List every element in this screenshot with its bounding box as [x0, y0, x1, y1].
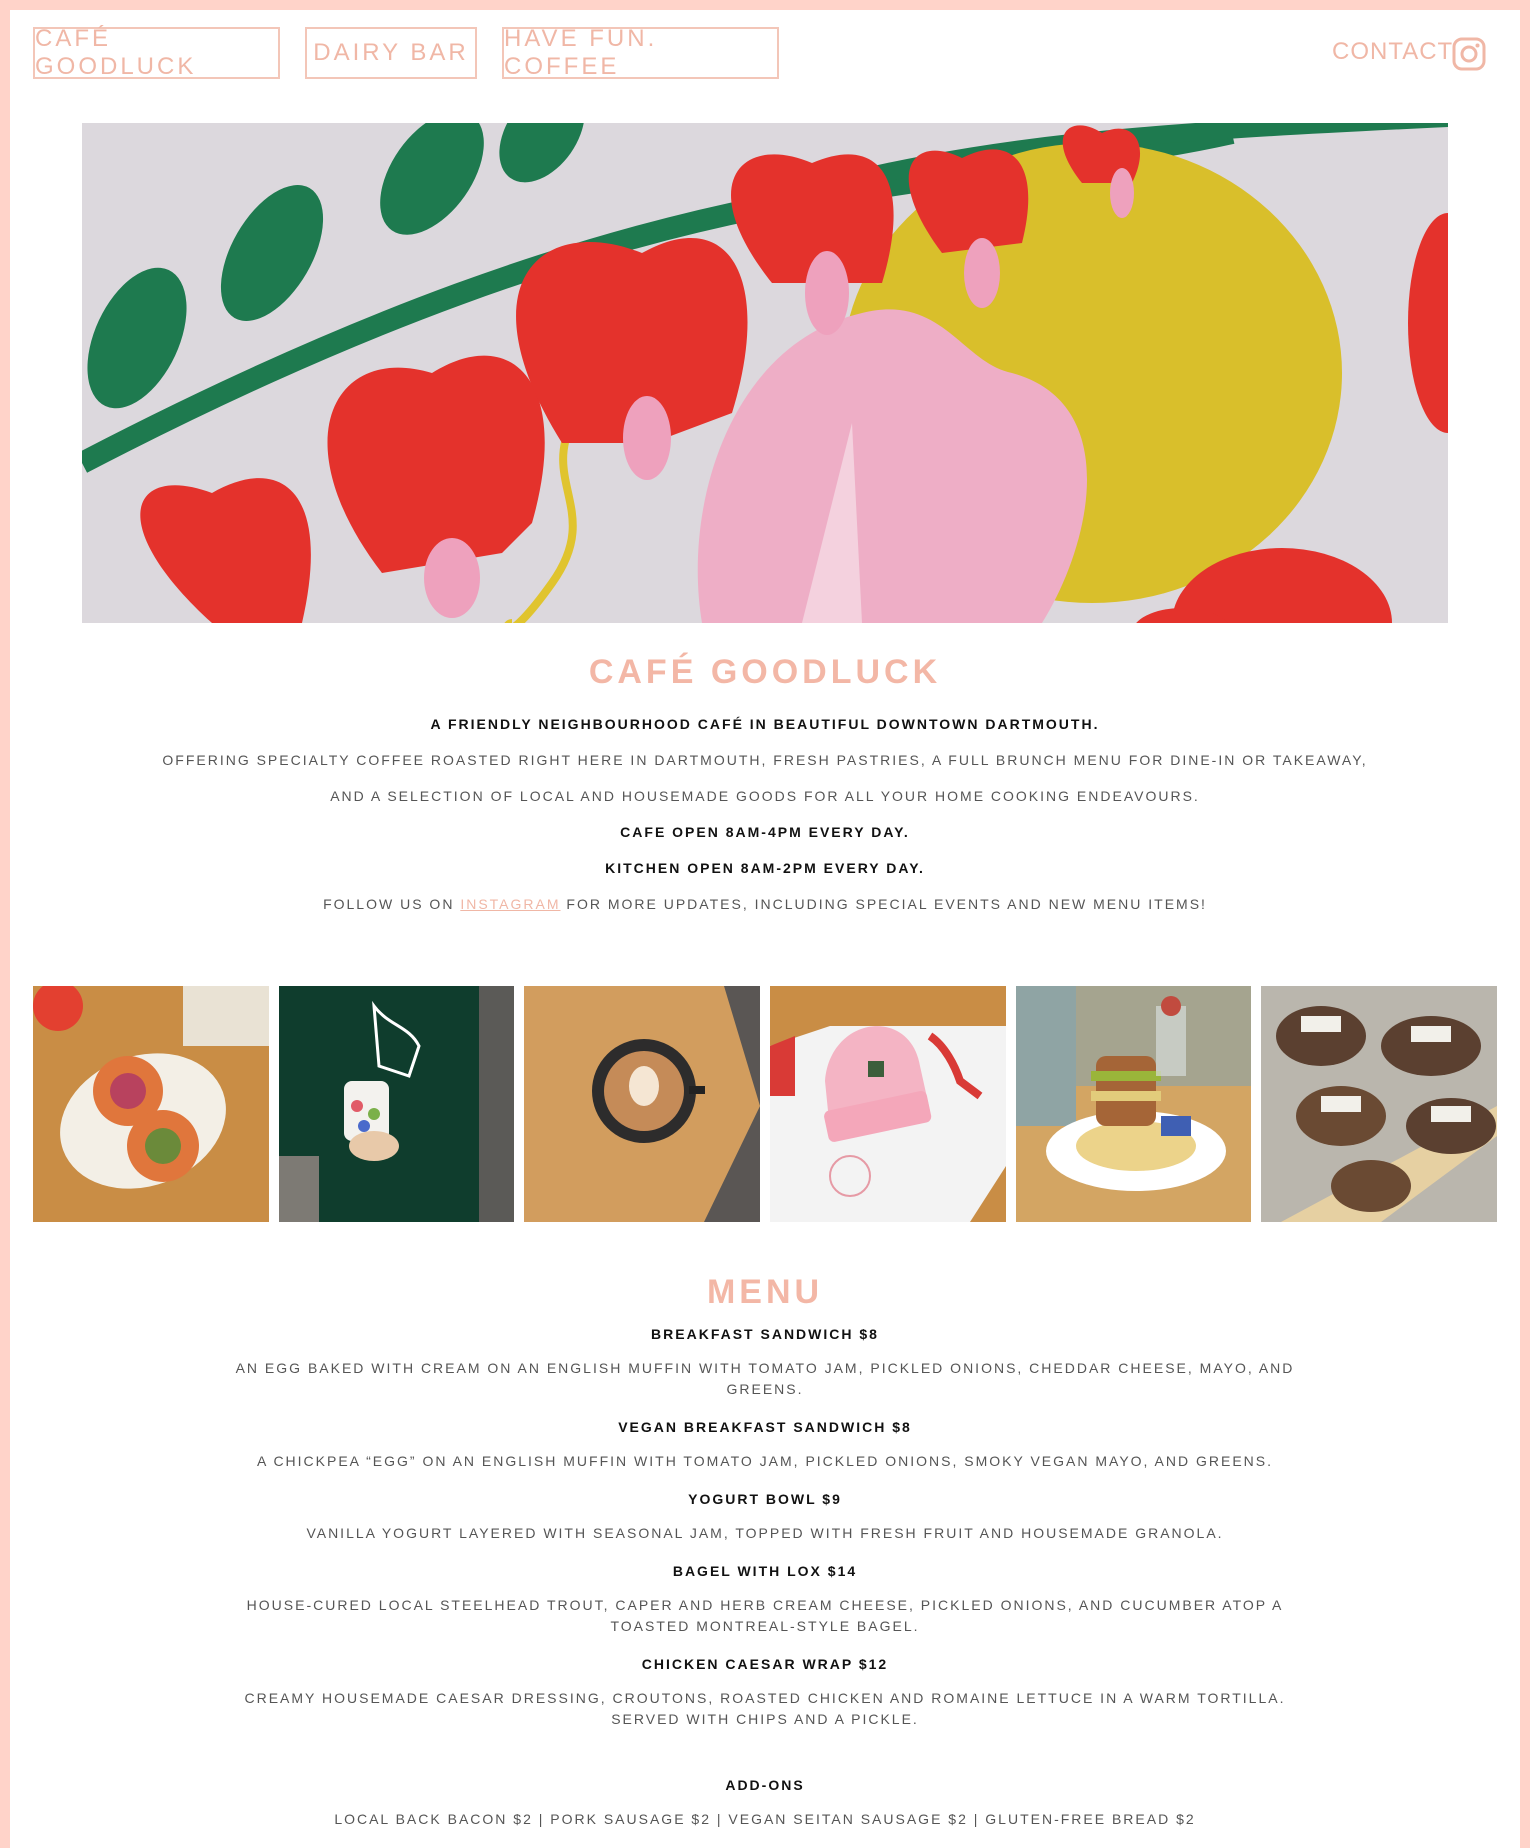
- photo-beanie-shirt[interactable]: [770, 986, 1006, 1222]
- menu-item-name: CHICKEN CAESAR WRAP $12: [641, 1656, 889, 1672]
- follow-suffix: FOR MORE UPDATES, INCLUDING SPECIAL EVENTS AND NEW MENU ITEMS!: [560, 896, 1207, 912]
- photo-sandwich-chips[interactable]: [1016, 986, 1252, 1222]
- intro-section: [10, 650, 1520, 922]
- nav-cafe-goodluck[interactable]: CAFÉ GOODLUCK: [33, 27, 280, 79]
- cafe-hours: CAFE OPEN 8AM-4PM EVERY DAY.: [620, 824, 910, 840]
- header: [10, 10, 1520, 110]
- menu-title: MENU: [706, 1273, 824, 1311]
- description-line-1: OFFERING SPECIALTY COFFEE ROASTED RIGHT HERE IN DARTMOUTH, FRESH PASTRIES, A FULL BRUNCH MENU FOR DINE-IN OR TAKEAWAY,: [162, 752, 1368, 768]
- instagram-icon[interactable]: [1451, 36, 1487, 72]
- photo-cookie-packages[interactable]: [1261, 986, 1497, 1222]
- menu-item-description: AN EGG BAKED WITH CREAM ON AN ENGLISH MUFFIN WITH TOMATO JAM, PICKLED ONIONS, CHEDDAR CHEESE, MAYO, AND GREENS.: [235, 1360, 1295, 1397]
- photo-bagel-plate[interactable]: [33, 986, 269, 1222]
- kitchen-hours: KITCHEN OPEN 8AM-2PM EVERY DAY.: [605, 860, 925, 876]
- page-frame: [10, 10, 1520, 1848]
- tagline: A FRIENDLY NEIGHBOURHOOD CAFÉ IN BEAUTIFUL DOWNTOWN DARTMOUTH.: [430, 716, 1100, 732]
- page-title: CAFÉ GOODLUCK: [588, 653, 942, 691]
- menu-item-name: BAGEL WITH LOX $14: [672, 1563, 858, 1579]
- menu-item-name: BREAKFAST SANDWICH $8: [651, 1326, 879, 1342]
- nav-dairy-bar[interactable]: DAIRY BAR: [305, 27, 477, 79]
- addons-list: LOCAL BACK BACON $2 | PORK SAUSAGE $2 | VEGAN SEITAN SAUSAGE $2 | GLUTEN-FREE BREAD $2: [334, 1811, 1196, 1827]
- contact-link[interactable]: CONTACT: [1332, 38, 1454, 65]
- follow-line: [10, 886, 1520, 922]
- menu-section: [10, 1268, 1520, 1839]
- description-line-2: AND A SELECTION OF LOCAL AND HOUSEMADE GOODS FOR ALL YOUR HOME COOKING ENDEAVOURS.: [330, 788, 1200, 804]
- photo-latte[interactable]: [524, 986, 760, 1222]
- menu-item-name: YOGURT BOWL $9: [688, 1491, 842, 1507]
- menu-item-description: HOUSE-CURED LOCAL STEELHEAD TROUT, CAPER AND HERB CREAM CHEESE, PICKLED ONIONS, AND CUCUMBER ATOP A TOASTED MONTREAL-STYLE BAGEL.: [246, 1597, 1284, 1634]
- hero-mural-image: [82, 123, 1448, 623]
- nav-have-fun-coffee[interactable]: HAVE FUN. COFFEE: [502, 27, 779, 79]
- menu-item-description: CREAMY HOUSEMADE CAESAR DRESSING, CROUTONS, ROASTED CHICKEN AND ROMAINE LETTUCE IN A WARM TORTILLA. SERVED WITH CHIPS AND A PICKLE.: [244, 1690, 1286, 1727]
- menu-item-description: A CHICKPEA “EGG” ON AN ENGLISH MUFFIN WITH TOMATO JAM, PICKLED ONIONS, SMOKY VEGAN MAYO, AND GREENS.: [256, 1453, 1274, 1469]
- addons-title: ADD-ONS: [725, 1777, 805, 1793]
- photo-sweater-mug[interactable]: [279, 986, 515, 1222]
- menu-item-name: VEGAN BREAKFAST SANDWICH $8: [618, 1419, 912, 1435]
- photo-gallery: [33, 986, 1497, 1222]
- menu-item-description: VANILLA YOGURT LAYERED WITH SEASONAL JAM, TOPPED WITH FRESH FRUIT AND HOUSEMADE GRANOLA.: [306, 1525, 1224, 1541]
- instagram-link[interactable]: INSTAGRAM: [460, 896, 561, 912]
- follow-prefix: FOLLOW US ON: [323, 896, 461, 912]
